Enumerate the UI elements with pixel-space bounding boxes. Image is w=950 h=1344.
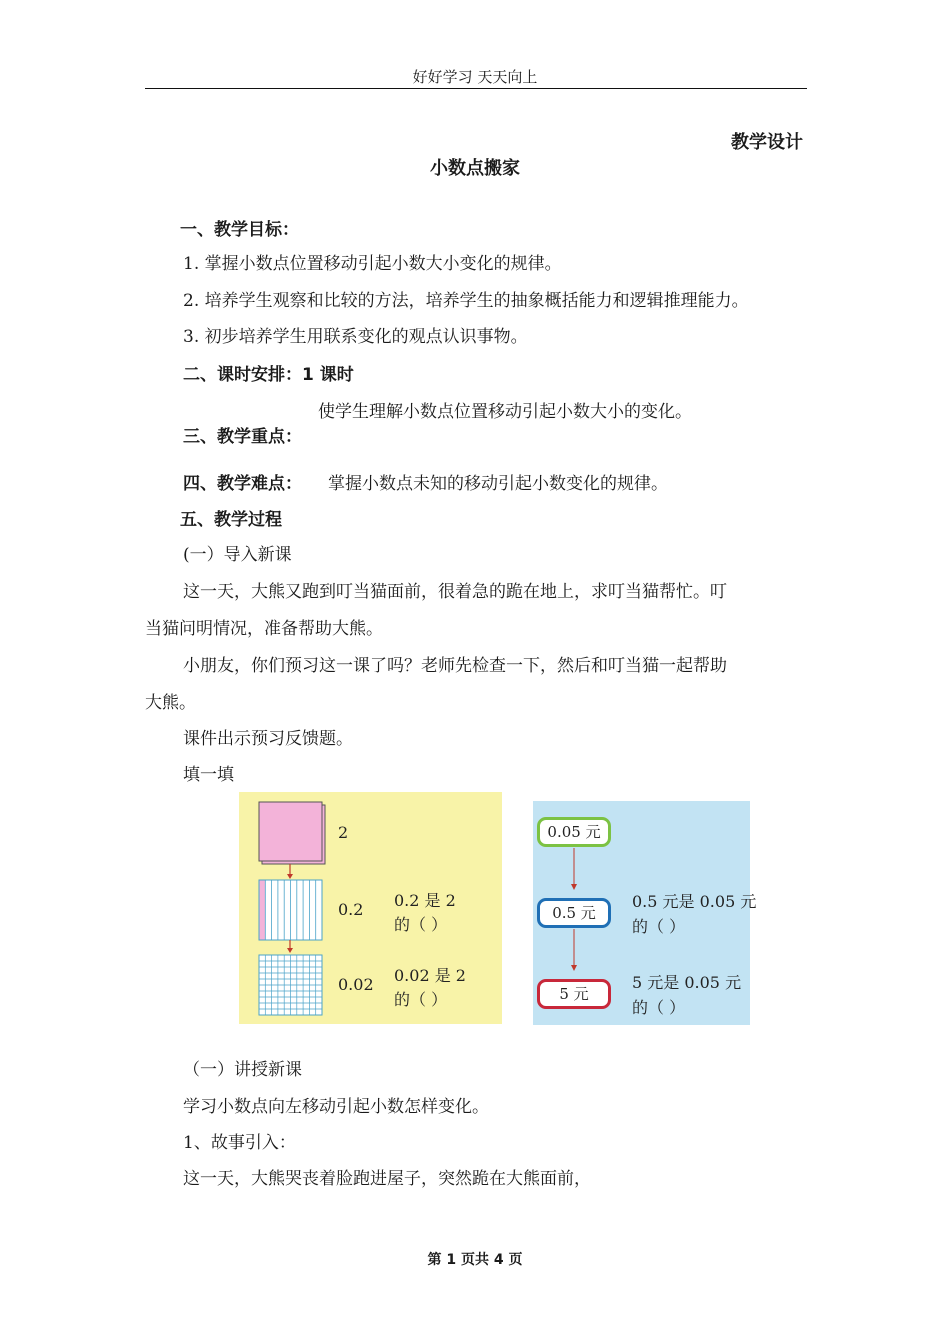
paragraph-3: 课件出示预习反馈题。	[183, 729, 353, 749]
value-tenth: 0.2	[338, 900, 364, 919]
goal-item-3: 3. 初步培养学生用联系变化的观点认识事物。	[183, 327, 528, 347]
money-question-1-line-1: 0.5 元是 0.05 元	[632, 892, 757, 911]
section-difficulty-heading: 四、教学难点：	[183, 474, 302, 494]
figure-money-boxes	[533, 801, 757, 1025]
question-tenth-line-2: 的（ ）	[394, 915, 448, 934]
goal-item-1: 1. 掌握小数点位置移动引起小数大小变化的规律。	[183, 254, 562, 274]
money-question-1-line-2: 的（ ）	[632, 917, 686, 936]
paragraph-fill-in: 填一填	[183, 765, 234, 785]
key-point-content: 使学生理解小数点位置移动引起小数大小的变化。	[318, 402, 692, 422]
paragraph-6: 1、故事引入：	[183, 1133, 296, 1153]
page-header: 好好学习 天天向上	[412, 68, 538, 86]
arrow-2-head	[287, 948, 293, 953]
figure-decimal-grids	[239, 792, 502, 1024]
money-arrow-1-head	[571, 884, 577, 890]
section-process-heading: 五、教学过程	[180, 510, 282, 530]
header-divider	[145, 88, 807, 89]
paragraph-7: 这一天，大熊哭丧着脸跑进屋子，突然跪在大熊面前，	[183, 1169, 591, 1189]
money-box-0-05: 0.05 元	[537, 817, 611, 847]
paragraph-1-line-2: 当猫问明情况，准备帮助大熊。	[145, 619, 383, 639]
section-schedule-heading: 二、课时安排：1 课时	[183, 365, 354, 385]
question-hundredth-line-2: 的（ ）	[394, 990, 448, 1009]
subsection-intro: (一）导入新课	[183, 545, 292, 565]
paragraph-2-line-1: 小朋友，你们预习这一课了吗？老师先检查一下，然后和叮当猫一起帮助	[183, 656, 727, 676]
money-question-2-line-1: 5 元是 0.05 元	[632, 973, 742, 992]
value-hundredth: 0.02	[338, 975, 374, 994]
whole-square	[259, 802, 322, 861]
money-box-5: 5 元	[537, 979, 611, 1009]
difficulty-content: 掌握小数点未知的移动引起小数变化的规律。	[328, 474, 668, 494]
money-question-2-line-2: 的（ ）	[632, 998, 686, 1017]
subsection-new-lesson: （一）讲授新课	[183, 1060, 302, 1080]
arrow-1-head	[287, 874, 293, 879]
hundredths-square	[259, 955, 322, 1015]
section-key-point-heading: 三、教学重点：	[183, 427, 302, 447]
section-goals-heading: 一、教学目标：	[180, 220, 299, 240]
paragraph-5: 学习小数点向左移动引起小数怎样变化。	[183, 1097, 489, 1117]
goal-item-2: 2. 培养学生观察和比较的方法，培养学生的抽象概括能力和逻辑推理能力。	[183, 291, 749, 311]
money-box-0-5: 0.5 元	[537, 898, 611, 928]
page-footer: 第 1 页共 4 页	[427, 1252, 523, 1268]
tenths-square	[259, 880, 322, 940]
money-arrow-2-head	[571, 965, 577, 971]
question-hundredth-line-1: 0.02 是 2	[394, 966, 466, 985]
doc-type-label: 教学设计	[731, 132, 803, 153]
value-whole: 2	[338, 823, 349, 842]
paragraph-1-line-1: 这一天，大熊又跑到叮当猫面前，很着急的跪在地上，求叮当猫帮忙。叮	[183, 582, 727, 602]
paragraph-2-line-2: 大熊。	[145, 693, 196, 713]
doc-title: 小数点搬家	[430, 158, 520, 179]
question-tenth-line-1: 0.2 是 2	[394, 891, 456, 910]
